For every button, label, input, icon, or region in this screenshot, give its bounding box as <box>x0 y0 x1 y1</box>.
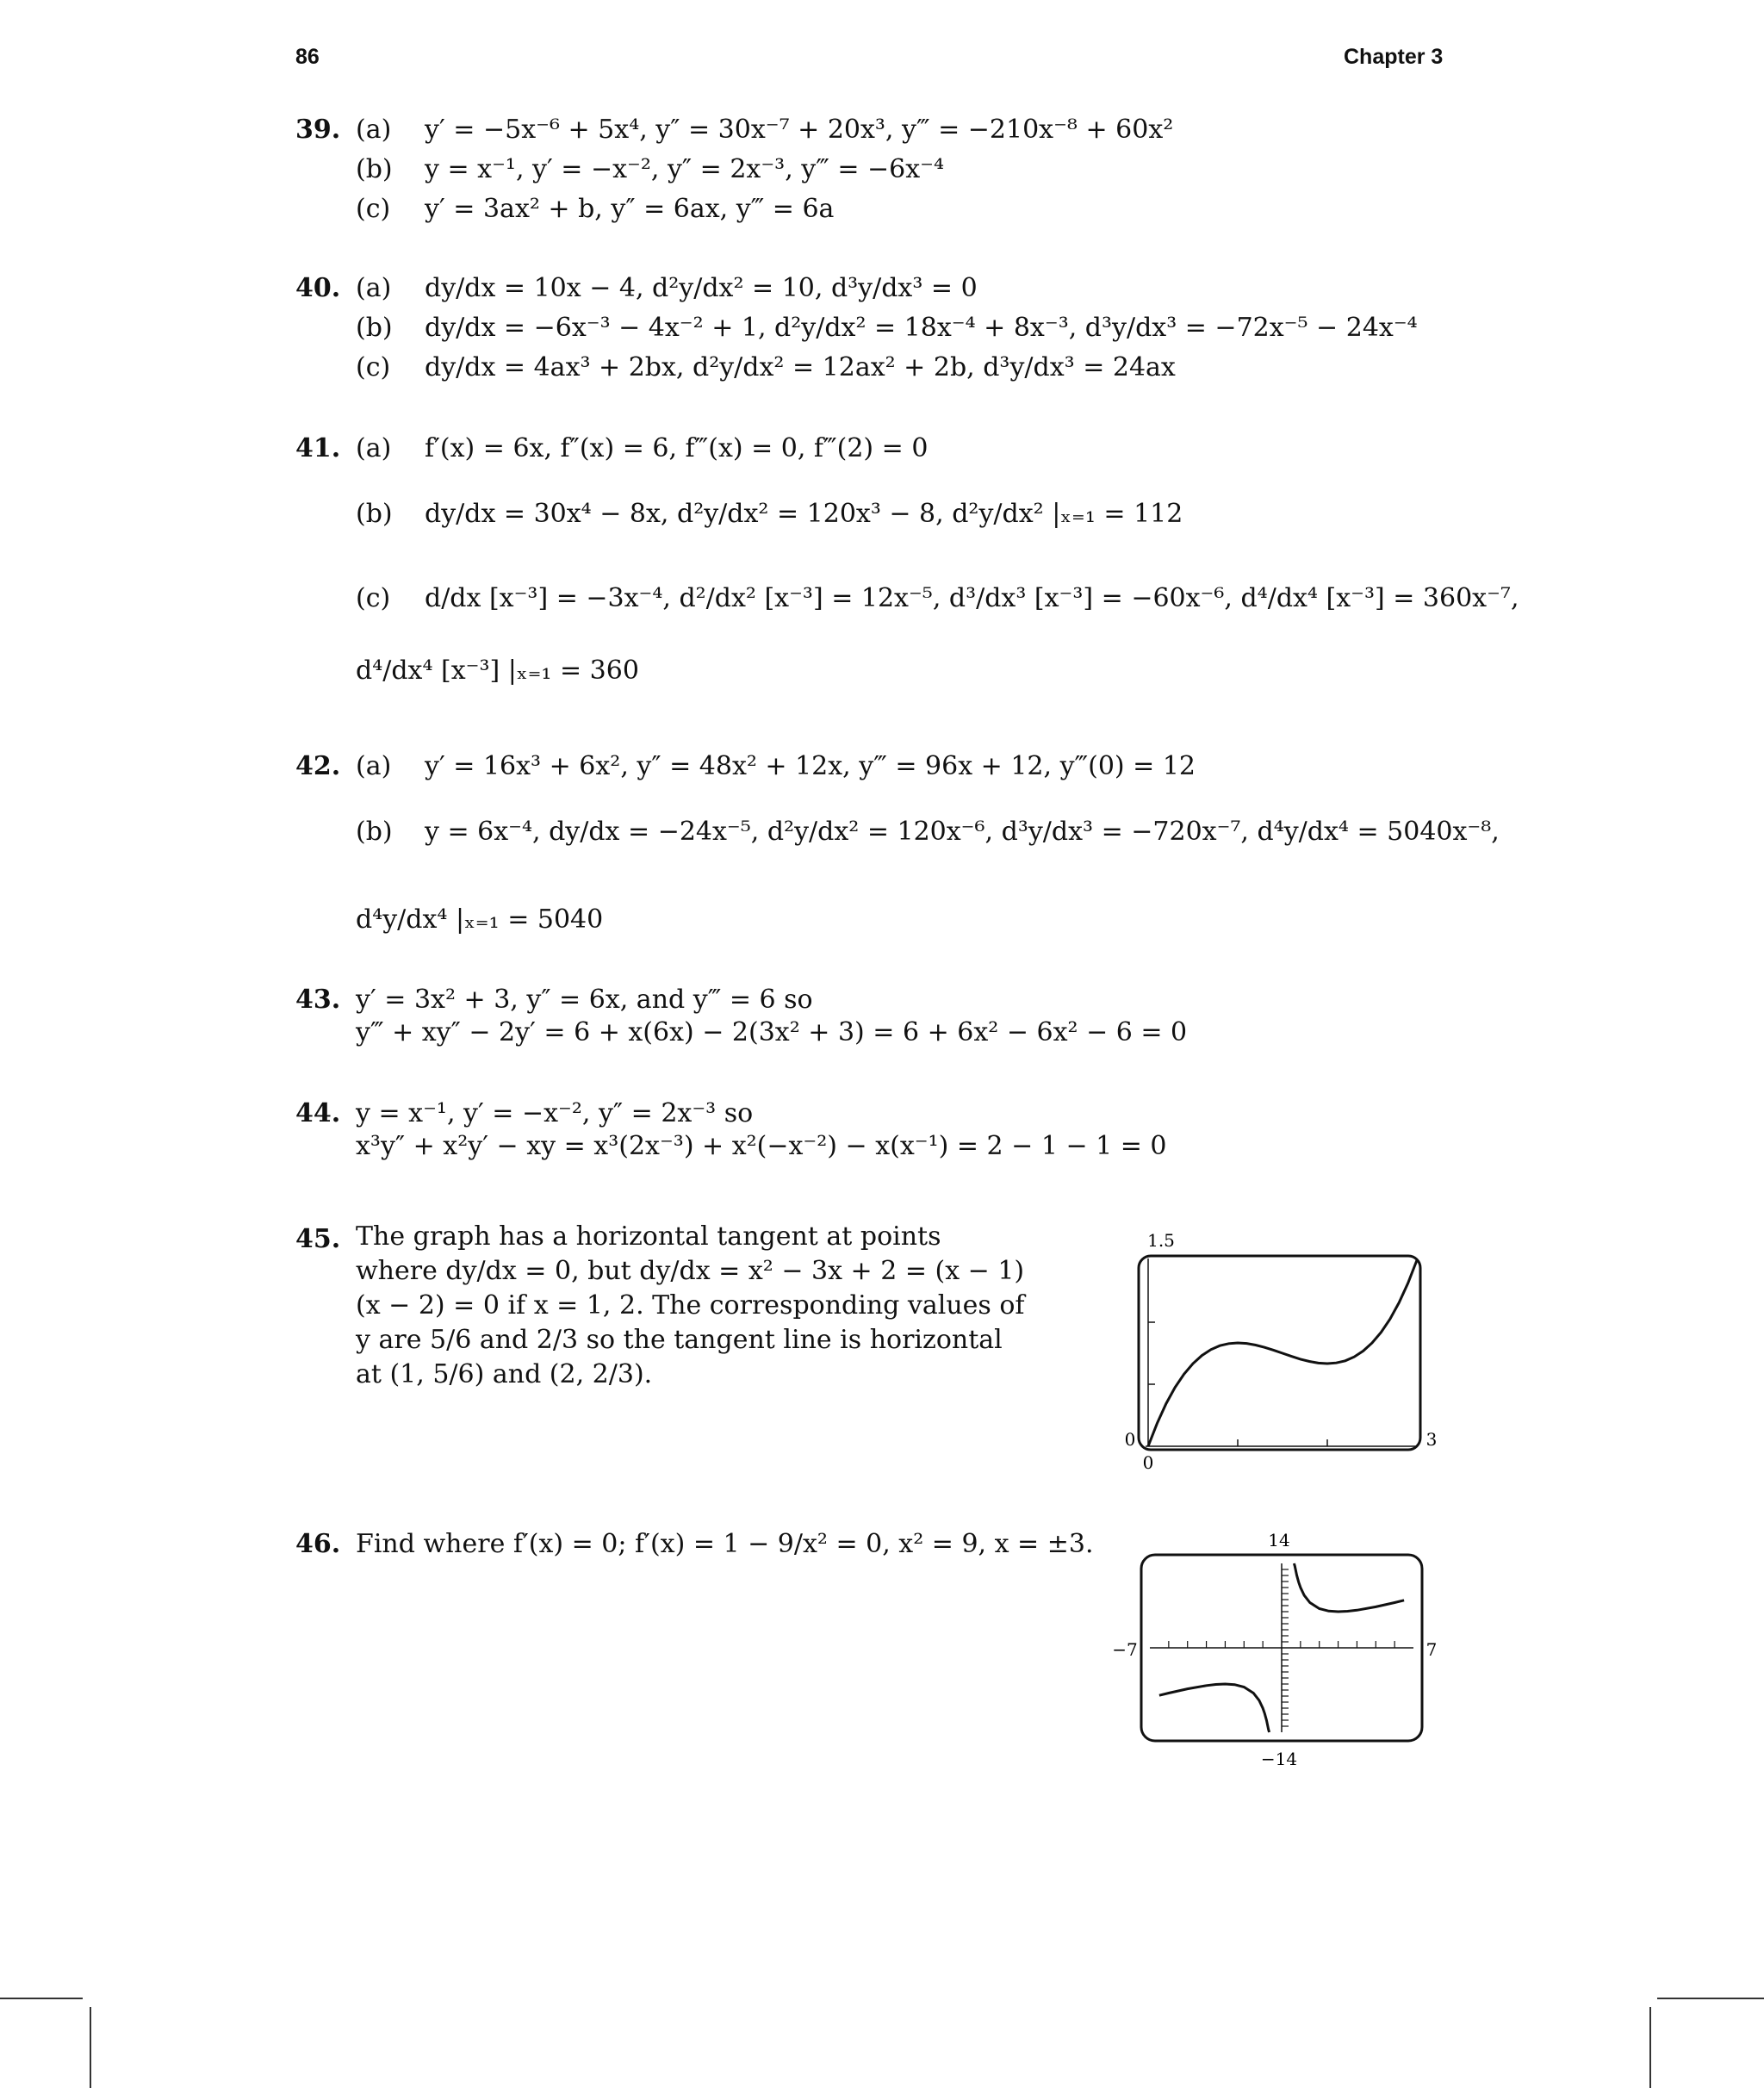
crop-mark <box>1657 1998 1764 1999</box>
x-min-tick-label: −7 <box>1112 1639 1138 1660</box>
part-a-answer: dy/dx = 10x − 4, d²y/dx² = 10, d³y/dx³ = 0 <box>425 273 978 303</box>
problem-number: 43. <box>295 985 341 1015</box>
answer-line-1: y′ = 3x² + 3, y″ = 6x, and y‴ = 6 so <box>356 985 813 1015</box>
part-label: (b) <box>356 499 393 529</box>
problem-number: 44. <box>295 1098 341 1128</box>
problem-number: 40. <box>295 273 341 303</box>
answer-line-2: x³y″ + x²y′ − xy = x³(2x⁻³) + x²(−x⁻²) − x(x⁻¹) = 2 − 1 − 1 = 0 <box>356 1131 1167 1161</box>
chapter-label: Chapter 3 <box>1344 45 1444 69</box>
part-b-answer: dy/dx = −6x⁻³ − 4x⁻² + 1, d²y/dx² = 18x⁻⁴ + 8x⁻³, d³y/dx³ = −72x⁻⁵ − 24x⁻⁴ <box>425 313 1418 343</box>
part-a-answer: f′(x) = 6x, f″(x) = 6, f‴(x) = 0, f‴(2) = 0 <box>425 433 929 463</box>
crop-mark <box>1649 2007 1651 2088</box>
part-b-answer: y = 6x⁻⁴, dy/dx = −24x⁻⁵, d²y/dx² = 120x⁻⁶, d³y/dx³ = −720x⁻⁷, d⁴y/dx⁴ = 5040x⁻⁸, <box>425 817 1500 847</box>
part-a-answer: y′ = −5x⁻⁶ + 5x⁴, y″ = 30x⁻⁷ + 20x³, y‴ = −210x⁻⁸ + 60x² <box>425 115 1174 145</box>
y-max-tick-label: 1.5 <box>1147 1230 1175 1251</box>
crop-mark <box>0 1998 83 1999</box>
axis-ticks <box>1148 1322 1327 1446</box>
part-label: (b) <box>356 154 393 184</box>
crop-mark <box>90 2007 91 2088</box>
left-branch-curve <box>1159 1684 1270 1732</box>
y-min-tick-label: 0 <box>1124 1429 1136 1450</box>
part-c-evaluation: d⁴/dx⁴ [x⁻³] |ₓ₌₁ = 360 <box>356 656 639 686</box>
right-branch-curve <box>1294 1563 1404 1612</box>
part-label: (a) <box>356 115 392 145</box>
problem-number: 42. <box>295 751 341 781</box>
answer-text: The graph has a horizontal tangent at points where dy/dx = 0, but dy/dx = x² − 3x + 2 = (x − 1)(x − 2) = 0 if x = 1, 2. The corresponding values of y are 5/6 and 2/3 so the tangent line is horizontal at (1, 5/6) and (2, 2/3). <box>356 1221 1025 1389</box>
part-label: (a) <box>356 433 392 463</box>
problem-number: 41. <box>295 433 341 463</box>
part-b-evaluation: d⁴y/dx⁴ |ₓ₌₁ = 5040 <box>356 904 604 935</box>
answer-line-1: y = x⁻¹, y′ = −x⁻², y″ = 2x⁻³ so <box>356 1098 754 1128</box>
part-label: (c) <box>356 194 391 224</box>
x-max-tick-label: 3 <box>1425 1429 1438 1450</box>
part-label: (c) <box>356 352 391 382</box>
part-b-answer: dy/dx = 30x⁴ − 8x, d²y/dx² = 120x³ − 8, d²y/dx² |ₓ₌₁ = 112 <box>425 499 1183 529</box>
part-label: (c) <box>356 583 391 613</box>
chart-45-graph <box>1120 1227 1447 1477</box>
part-label: (a) <box>356 273 392 303</box>
part-a-answer: y′ = 16x³ + 6x², y″ = 48x² + 12x, y‴ = 96x + 12, y‴(0) = 12 <box>425 751 1196 781</box>
answer-line-2: y‴ + xy″ − 2y′ = 6 + x(6x) − 2(3x² + 3) = 6 + 6x² − 6x² − 6 = 0 <box>356 1017 1188 1047</box>
answer-text: Find where f′(x) = 0; f′(x) = 1 − 9/x² = 0, x² = 9, x = ±3. <box>356 1529 1094 1559</box>
part-label: (b) <box>356 817 393 847</box>
part-c-answer: d/dx [x⁻³] = −3x⁻⁴, d²/dx² [x⁻³] = 12x⁻⁵, d³/dx³ [x⁻³] = −60x⁻⁶, d⁴/dx⁴ [x⁻³] = 360x⁻⁷, <box>425 583 1519 613</box>
y-max-tick-label: 14 <box>1268 1530 1290 1550</box>
part-c-answer: y′ = 3ax² + b, y″ = 6ax, y‴ = 6a <box>425 194 835 224</box>
chart-46-graph <box>1111 1529 1456 1770</box>
x-max-tick-label: 7 <box>1425 1639 1438 1660</box>
function-curve <box>1148 1260 1417 1446</box>
x-min-tick-label: 0 <box>1142 1452 1154 1473</box>
part-b-answer: y = x⁻¹, y′ = −x⁻², y″ = 2x⁻³, y‴ = −6x⁻⁴ <box>425 154 945 184</box>
problem-number: 45. <box>295 1224 341 1254</box>
part-label: (a) <box>356 751 392 781</box>
problem-number: 46. <box>295 1529 341 1559</box>
page-number: 86 <box>295 45 320 69</box>
y-min-tick-label: −14 <box>1260 1749 1298 1769</box>
part-c-answer: dy/dx = 4ax³ + 2bx, d²y/dx² = 12ax² + 2b, d³y/dx³ = 24ax <box>425 352 1176 382</box>
part-label: (b) <box>356 313 393 343</box>
problem-number: 39. <box>295 115 341 145</box>
